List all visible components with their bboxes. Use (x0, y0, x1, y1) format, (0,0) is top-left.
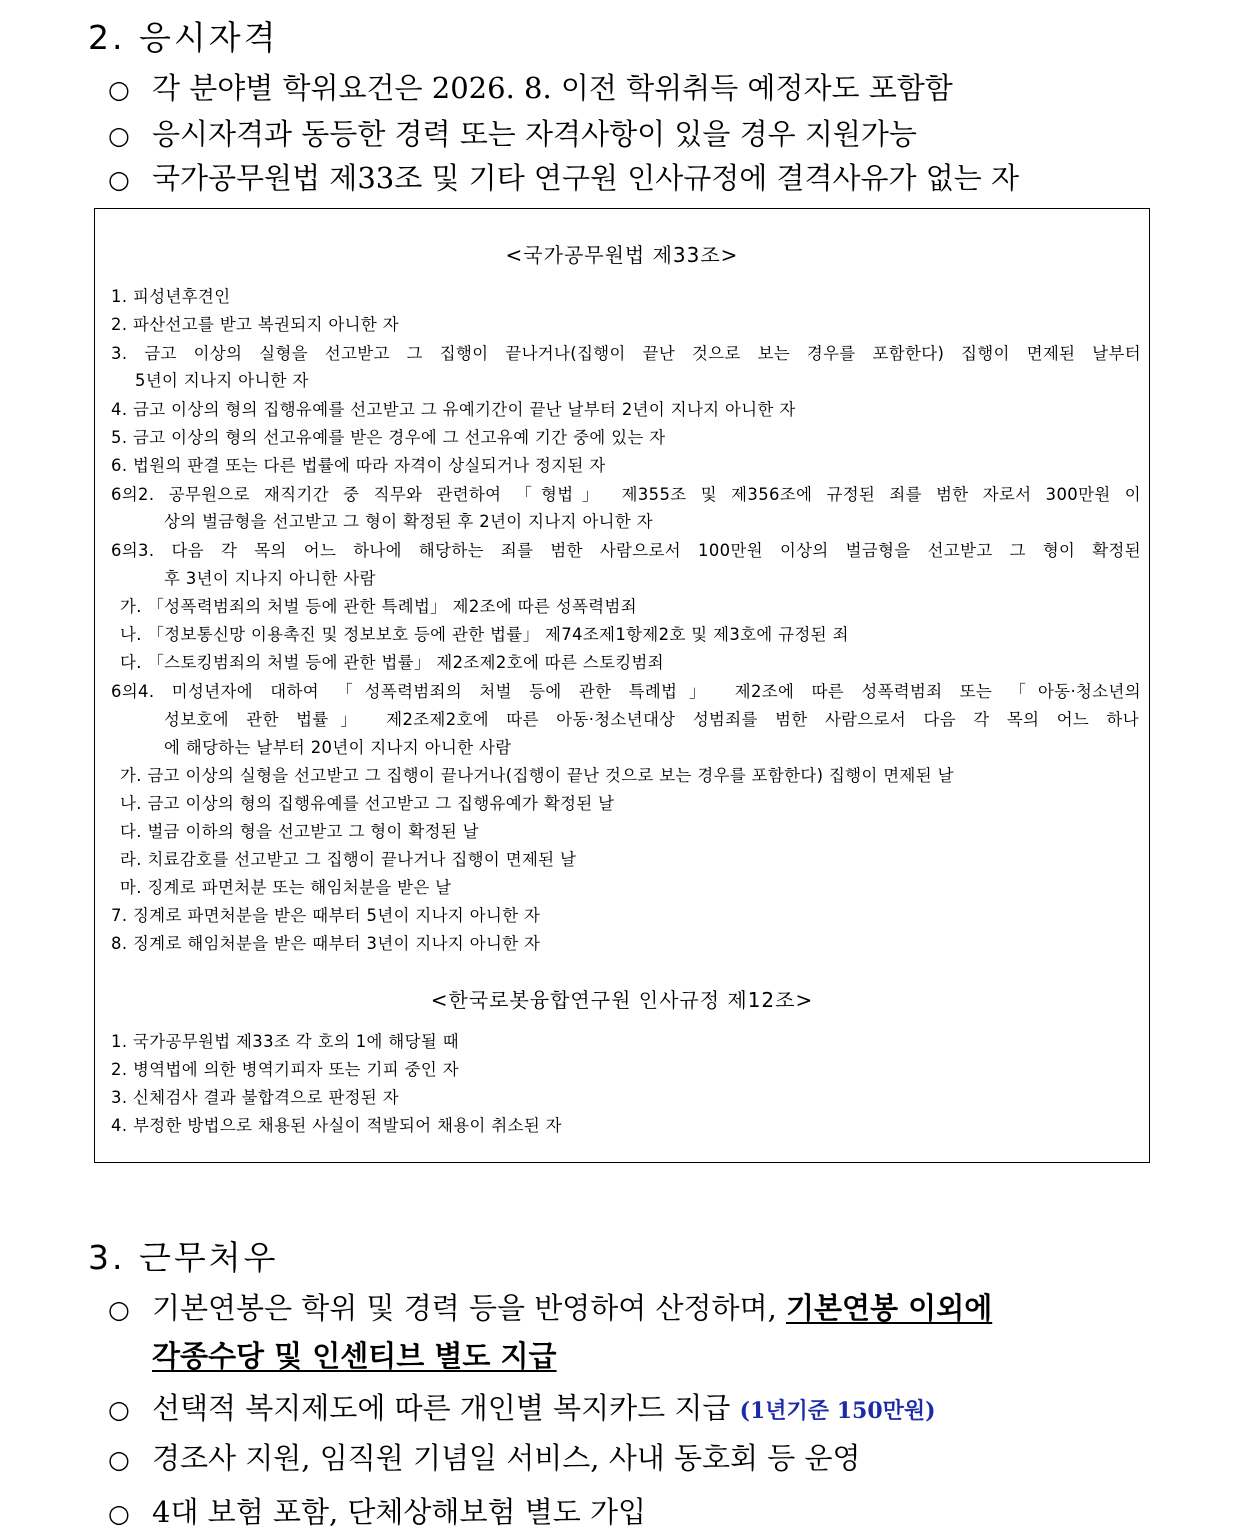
bullet-text: 4대 보험 포함, 단체상해보험 별도 가입 (152, 1495, 646, 1529)
highlighted-text: 기본연봉 이외에 (786, 1291, 993, 1325)
welfare-amount-note: (1년기준 150만원) (739, 1398, 936, 1424)
bullet-text: 응시자격과 동등한 경력 또는 자격사항이 있을 경우 지원가능 (152, 117, 917, 151)
law-row: 상의 벌금형을 선고받고 그 형이 확정된 후 2년이 지나지 아니한 자 (164, 512, 653, 531)
law-row: 3. 금고 이상의 실형을 선고받고 그 집행이 끝나거나(집행이 끝난 것으로 보는 경우를 포함한다) 집행이 면제된 날부터 (111, 344, 1141, 363)
qualification-bullet-3 (108, 156, 1019, 197)
law-row: 6의4. 미성년자에 대하여 「성폭력범죄의 처벌 등에 관한 특례법」 제2조에 따른 성폭력범죄 또는 「아동·청소년의 (111, 682, 1141, 701)
benefit-bullet-3 (108, 1436, 861, 1477)
benefit-bullet-1-continuation (108, 1334, 557, 1375)
law-row: 5년이 지나지 아니한 자 (135, 371, 309, 390)
law-row: 8. 징계로 해임처분을 받은 때부터 3년이 지나지 아니한 자 (111, 934, 541, 953)
circle-bullet-icon: ○ (108, 1295, 130, 1324)
law-row: 나. 금고 이상의 형의 집행유예를 선고받고 그 집행유예가 확정된 날 (120, 794, 615, 813)
disqualification-box (94, 208, 1150, 1163)
law-row: 6. 법원의 판결 또는 다른 법률에 따라 자격이 상실되거나 정지된 자 (111, 456, 606, 475)
qualification-bullet-1 (108, 66, 953, 107)
section-3-title: 3. 근무처우 (88, 1238, 279, 1277)
bullet-text: 선택적 복지제도에 따른 개인별 복지카드 지급 (152, 1391, 731, 1425)
qualification-bullet-2 (108, 112, 917, 153)
law-row: 라. 치료감호를 선고받고 그 집행이 끝나거나 집행이 면제된 날 (120, 850, 577, 869)
law-row: 다. 「스토킹범죄의 처벌 등에 관한 법률」 제2조제2호에 따른 스토킹범죄 (120, 653, 665, 672)
regulation-row: 3. 신체검사 결과 불합격으로 판정된 자 (111, 1088, 399, 1107)
regulation-row: 4. 부정한 방법으로 채용된 사실이 적발되어 채용이 취소된 자 (111, 1116, 562, 1135)
circle-bullet-icon: ○ (108, 1499, 130, 1528)
law-row: 6의2. 공무원으로 재직기간 중 직무와 관련하여 「형법」 제355조 및 제356조에 규정된 죄를 범한 자로서 300만원 이 (111, 485, 1141, 504)
section-2-title: 2. 응시자격 (88, 18, 279, 57)
benefit-bullet-2 (108, 1386, 936, 1427)
circle-bullet-icon: ○ (108, 1445, 130, 1474)
benefit-bullet-1 (108, 1286, 992, 1327)
law-row: 에 해당하는 날부터 20년이 지나지 아니한 사람 (164, 738, 512, 757)
bullet-text: 국가공무원법 제33조 및 기타 연구원 인사규정에 결격사유가 없는 자 (152, 161, 1020, 195)
law-row: 가. 금고 이상의 실형을 선고받고 그 집행이 끝나거나(집행이 끝난 것으로 보는 경우를 포함한다) 집행이 면제된 날 (120, 766, 954, 785)
bullet-text: 각 분야별 학위요건은 2026. 8. 이전 학위취득 예정자도 포함함 (152, 71, 953, 105)
law-row: 5. 금고 이상의 형의 선고유예를 받은 경우에 그 선고유예 기간 중에 있는 자 (111, 428, 666, 447)
law-row: 가. 「성폭력범죄의 처벌 등에 관한 특례법」 제2조에 따른 성폭력범죄 (120, 597, 637, 616)
circle-bullet-icon: ○ (108, 1395, 130, 1424)
law-row: 나. 「정보통신망 이용촉진 및 정보보호 등에 관한 법률」 제74조제1항제2호 및 제3호에 규정된 죄 (120, 625, 849, 644)
circle-bullet-icon: ○ (108, 165, 130, 194)
law-row: 6의3. 다음 각 목의 어느 하나에 해당하는 죄를 범한 사람으로서 100만원 이상의 벌금형을 선고받고 그 형이 확정된 (111, 541, 1141, 560)
benefit-bullet-4 (108, 1490, 646, 1531)
law-title: <국가공무원법 제33조> (505, 243, 739, 267)
regulation-row: 2. 병역법에 의한 병역기피자 또는 기피 중인 자 (111, 1060, 459, 1079)
law-row: 2. 파산선고를 받고 복권되지 아니한 자 (111, 315, 399, 334)
law-row: 7. 징계로 파면처분을 받은 때부터 5년이 지나지 아니한 자 (111, 906, 541, 925)
bullet-text: 경조사 지원, 임직원 기념일 서비스, 사내 동호회 등 운영 (152, 1441, 861, 1475)
law-row: 후 3년이 지나지 아니한 사람 (164, 569, 376, 588)
law-row: 1. 피성년후견인 (111, 287, 231, 306)
highlighted-text: 각종수당 및 인센티브 별도 지급 (152, 1339, 557, 1373)
regulation-row: 1. 국가공무원법 제33조 각 호의 1에 해당될 때 (111, 1032, 459, 1051)
bullet-text: 기본연봉은 학위 및 경력 등을 반영하여 산정하며, (152, 1291, 787, 1325)
law-row: 다. 벌금 이하의 형을 선고받고 그 형이 확정된 날 (120, 822, 479, 841)
law-row: 성보호에 관한 법률」 제2조제2호에 따른 아동·청소년대상 성범죄를 범한 사람으로서 다음 각 목의 어느 하나 (164, 710, 1139, 729)
circle-bullet-icon: ○ (108, 121, 130, 150)
law-row: 4. 금고 이상의 형의 집행유예를 선고받고 그 유예기간이 끝난 날부터 2년이 지나지 아니한 자 (111, 400, 796, 419)
circle-bullet-icon: ○ (108, 75, 130, 104)
law-row: 마. 징계로 파면처분 또는 해임처분을 받은 날 (120, 878, 452, 897)
regulation-title: <한국로봇융합연구원 인사규정 제12조> (430, 988, 814, 1012)
